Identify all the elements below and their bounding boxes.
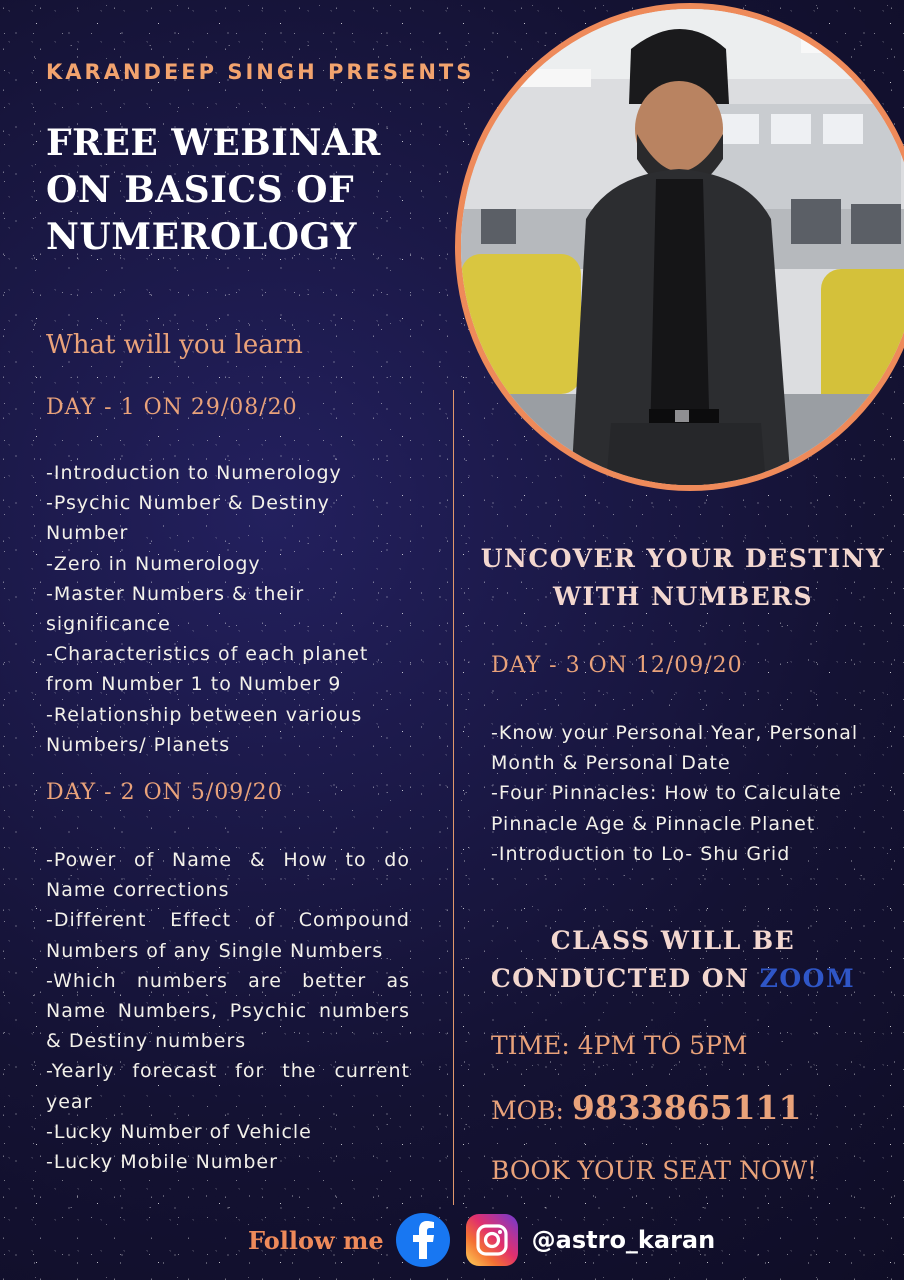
list-item: -Introduction to Numerology <box>46 462 342 484</box>
title-line: ON BASICS OF <box>46 169 355 211</box>
zoom-label: ZOOM <box>759 964 856 993</box>
list-item: -Introduction to Lo- Shu Grid <box>491 842 791 865</box>
list-item: -Power of Name & How to do Name corrections <box>46 849 410 902</box>
list-item: -Psychic Number & Destiny Number <box>46 492 330 545</box>
mobile-info <box>491 1088 801 1127</box>
follow-label: Follow me <box>248 1225 384 1255</box>
day2-topic-list <box>46 845 410 1177</box>
tagline-line: UNCOVER YOUR DESTINY <box>480 544 886 573</box>
presenter-photo <box>455 3 904 491</box>
day2-heading: DAY - 2 ON 5/09/20 <box>46 780 283 805</box>
book-seat-cta[interactable]: BOOK YOUR SEAT NOW! <box>491 1156 818 1185</box>
tagline-line: WITH NUMBERS <box>552 582 814 611</box>
social-handle[interactable]: @astro_karan <box>531 1226 716 1254</box>
tagline <box>478 540 888 616</box>
list-item: -Know your Personal Year, Personal Month & Personal Date <box>491 722 859 775</box>
title-line: NUMEROLOGY <box>46 216 357 258</box>
column-divider <box>453 390 454 1205</box>
class-note-line: CLASS WILL BE <box>550 926 796 955</box>
instagram-glyph <box>475 1223 509 1257</box>
mobile-number[interactable]: 9833865111 <box>571 1088 802 1127</box>
list-item: -Yearly forecast for the current year <box>46 1060 410 1113</box>
mobile-label: MOB: <box>491 1096 572 1125</box>
presenter-line: KARANDEEP SINGH PRESENTS <box>46 60 475 84</box>
time-info: TIME: 4PM TO 5PM <box>491 1031 748 1060</box>
list-item: -Characteristics of each planet from Number 1 to Number 9 <box>46 643 369 696</box>
webinar-title <box>46 120 426 261</box>
presenter-illustration <box>461 9 904 485</box>
class-note-line <box>478 960 868 998</box>
day1-heading: DAY - 1 ON 29/08/20 <box>46 395 298 420</box>
list-item: -Relationship between various Numbers/ Planets <box>46 703 363 756</box>
day1-topic-list <box>46 458 391 760</box>
list-item: -Master Numbers & their significance <box>46 582 305 636</box>
facebook-glyph <box>410 1221 436 1259</box>
list-item: -Lucky Mobile Number <box>46 1151 278 1174</box>
day3-heading: DAY - 3 ON 12/09/20 <box>491 653 743 678</box>
learn-heading: What will you learn <box>46 330 303 360</box>
list-item: -Lucky Number of Vehicle <box>46 1120 312 1143</box>
instagram-icon[interactable] <box>466 1214 518 1266</box>
day3-topic-list <box>491 718 886 869</box>
class-note-prefix: CONDUCTED ON <box>490 964 760 993</box>
list-item: -Which numbers are better as Name Numbers, Psychic numbers & Destiny numbers <box>46 969 410 1053</box>
title-line: FREE WEBINAR <box>46 122 381 164</box>
class-platform-note <box>478 922 868 998</box>
list-item: -Different Effect of Compound Numbers of any Single Numbers <box>46 909 410 962</box>
facebook-icon[interactable] <box>396 1213 450 1267</box>
list-item: -Four Pinnacles: How to Calculate Pinnacle Age & Pinnacle Planet <box>491 782 842 835</box>
social-footer <box>248 1210 715 1270</box>
list-item: -Zero in Numerology <box>46 552 261 575</box>
